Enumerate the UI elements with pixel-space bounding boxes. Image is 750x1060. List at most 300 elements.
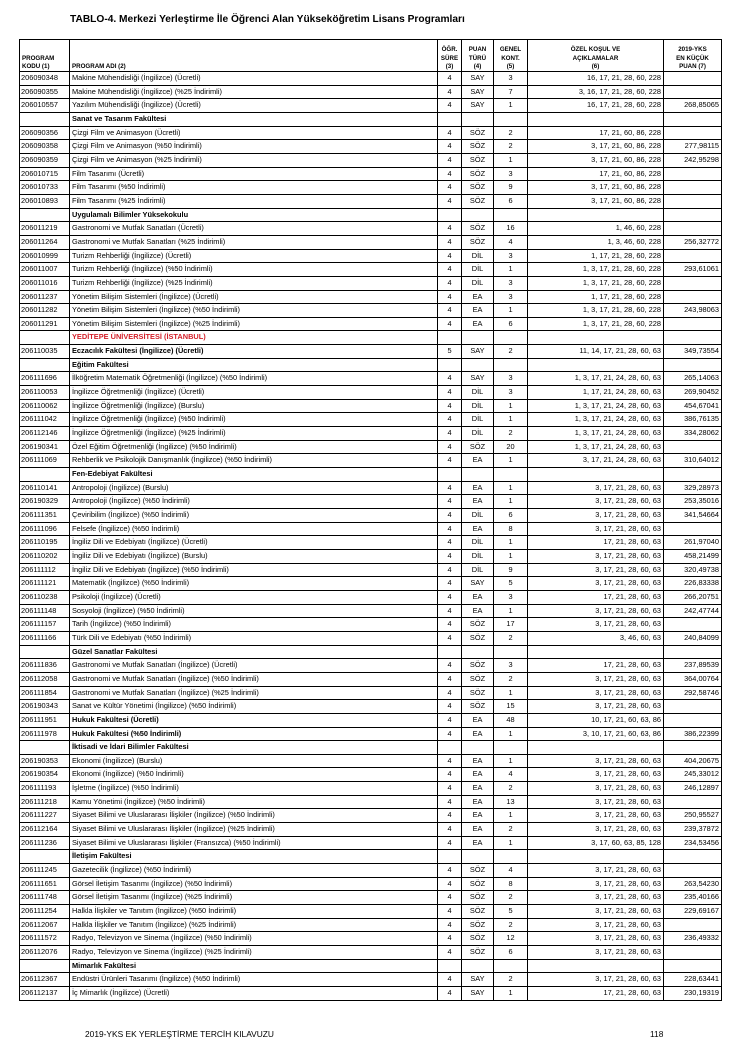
- quota-cell: 12: [494, 932, 528, 946]
- program-code-cell: 206111148: [20, 604, 70, 618]
- table-row: [20, 153, 722, 167]
- conditions-cell: 1, 3, 17, 21, 28, 60, 228: [528, 304, 664, 318]
- min-score-cell: [664, 795, 722, 809]
- quota-cell: 1: [494, 604, 528, 618]
- program-code-cell: 206010733: [20, 181, 70, 195]
- quota-cell: 6: [494, 509, 528, 523]
- quota-cell: 2: [494, 427, 528, 441]
- score-type-cell: SÖZ: [462, 126, 494, 140]
- score-type-cell: EA: [462, 795, 494, 809]
- min-score-cell: 237,89539: [664, 659, 722, 673]
- empty-cell: [664, 850, 722, 864]
- program-name-cell: Çeviribilim (İngilizce) (%50 İndirimli): [70, 509, 438, 523]
- quota-cell: 2: [494, 973, 528, 987]
- program-code-cell: 206110141: [20, 481, 70, 495]
- program-name-cell: Tarih (İngilizce) (%50 İndirimli): [70, 618, 438, 632]
- table-row: [20, 713, 722, 727]
- program-code-cell: 206110062: [20, 399, 70, 413]
- program-code-cell: 206011237: [20, 290, 70, 304]
- min-score-cell: 329,28973: [664, 481, 722, 495]
- quota-cell: 2: [494, 823, 528, 837]
- conditions-cell: 3, 17, 21, 28, 60, 63: [528, 563, 664, 577]
- min-score-cell: 292,58746: [664, 686, 722, 700]
- min-score-cell: 277,98115: [664, 140, 722, 154]
- score-type-cell: SÖZ: [462, 659, 494, 673]
- duration-cell: 4: [438, 536, 462, 550]
- empty-code-cell: [20, 468, 70, 482]
- score-type-cell: DİL: [462, 263, 494, 277]
- min-score-cell: [664, 946, 722, 960]
- program-name-cell: Türk Dili ve Edebiyatı (%50 İndirimli): [70, 631, 438, 645]
- table-row: [20, 932, 722, 946]
- conditions-cell: 3, 17, 21, 28, 60, 63: [528, 686, 664, 700]
- faculty-heading-row: [20, 741, 722, 755]
- quota-cell: 7: [494, 85, 528, 99]
- conditions-cell: 1, 3, 17, 21, 28, 60, 228: [528, 263, 664, 277]
- empty-cell: [528, 645, 664, 659]
- table-row: [20, 481, 722, 495]
- program-name-cell: İngiliz Dili ve Edebiyatı (İngilizce) (Ücretli): [70, 536, 438, 550]
- quota-cell: 6: [494, 194, 528, 208]
- duration-cell: 4: [438, 290, 462, 304]
- table-row: [20, 891, 722, 905]
- conditions-cell: 3, 17, 21, 28, 60, 63: [528, 672, 664, 686]
- program-name-cell: Kamu Yönetimi (İngilizce) (%50 İndirimli): [70, 795, 438, 809]
- faculty-name-cell: Güzel Sanatlar Fakültesi: [70, 645, 438, 659]
- conditions-cell: 3, 17, 21, 28, 60, 63: [528, 891, 664, 905]
- score-type-cell: DİL: [462, 563, 494, 577]
- table-row: [20, 126, 722, 140]
- program-code-cell: 206010893: [20, 194, 70, 208]
- program-code-cell: 206190329: [20, 495, 70, 509]
- min-score-cell: [664, 522, 722, 536]
- score-type-cell: SÖZ: [462, 891, 494, 905]
- program-name-cell: Ekonomi (İngilizce) (Burslu): [70, 754, 438, 768]
- table-row: [20, 495, 722, 509]
- duration-cell: 4: [438, 672, 462, 686]
- empty-cell: [494, 208, 528, 222]
- table-row: [20, 672, 722, 686]
- min-score-cell: 386,76135: [664, 413, 722, 427]
- program-code-cell: 206011282: [20, 304, 70, 318]
- min-score-cell: 386,22399: [664, 727, 722, 741]
- program-name-cell: Halkla İlişkiler ve Tanıtım (İngilizce) (%50 İndirimli): [70, 905, 438, 919]
- page-title: TABLO-4. Merkezi Yerleştirme İle Öğrenci Alan Yükseköğretim Lisans Programları: [70, 14, 465, 25]
- min-score-cell: 235,40166: [664, 891, 722, 905]
- program-code-cell: 206112058: [20, 672, 70, 686]
- table-row: [20, 399, 722, 413]
- empty-cell: [494, 850, 528, 864]
- min-score-cell: 253,35016: [664, 495, 722, 509]
- score-type-cell: SAY: [462, 973, 494, 987]
- program-name-cell: Radyo, Televizyon ve Sinema (İngilizce) (%25 İndirimli): [70, 946, 438, 960]
- score-type-cell: SÖZ: [462, 905, 494, 919]
- score-type-cell: SÖZ: [462, 864, 494, 878]
- program-code-cell: 206111157: [20, 618, 70, 632]
- conditions-cell: 17, 21, 28, 60, 63: [528, 659, 664, 673]
- min-score-cell: 229,69167: [664, 905, 722, 919]
- empty-cell: [462, 331, 494, 345]
- conditions-cell: 3, 17, 21, 28, 60, 63: [528, 522, 664, 536]
- duration-cell: 4: [438, 72, 462, 86]
- conditions-cell: 1, 3, 17, 21, 24, 28, 60, 63: [528, 399, 664, 413]
- program-code-cell: 206111069: [20, 454, 70, 468]
- score-type-cell: EA: [462, 604, 494, 618]
- table-row: [20, 386, 722, 400]
- min-score-cell: 230,19319: [664, 986, 722, 1000]
- min-score-cell: 364,00764: [664, 672, 722, 686]
- duration-cell: 5: [438, 345, 462, 359]
- empty-cell: [494, 358, 528, 372]
- quota-cell: 1: [494, 481, 528, 495]
- faculty-heading-row: [20, 850, 722, 864]
- program-name-cell: Sosyoloji (İngilizce) (%50 İndirimli): [70, 604, 438, 618]
- empty-cell: [528, 358, 664, 372]
- quota-cell: 1: [494, 809, 528, 823]
- program-name-cell: Makine Mühendisliği (İngilizce) (%25 İndirimli): [70, 85, 438, 99]
- min-score-cell: 243,98063: [664, 304, 722, 318]
- empty-code-cell: [20, 331, 70, 345]
- empty-cell: [462, 959, 494, 973]
- program-name-cell: Ekonomi (İngilizce) (%50 İndirimli): [70, 768, 438, 782]
- table-row: [20, 249, 722, 263]
- program-code-cell: 206111245: [20, 864, 70, 878]
- program-code-cell: 206110238: [20, 590, 70, 604]
- min-score-cell: 226,83338: [664, 577, 722, 591]
- program-code-cell: 206190343: [20, 700, 70, 714]
- score-type-cell: SÖZ: [462, 181, 494, 195]
- duration-cell: 4: [438, 659, 462, 673]
- table-row: [20, 222, 722, 236]
- table-row: [20, 727, 722, 741]
- duration-cell: 4: [438, 522, 462, 536]
- program-code-cell: 206011016: [20, 276, 70, 290]
- table-row: [20, 536, 722, 550]
- empty-cell: [462, 468, 494, 482]
- program-name-cell: İlköğretim Matematik Öğretmenliği (İngilizce) (%50 İndirimli): [70, 372, 438, 386]
- program-code-cell: 206190354: [20, 768, 70, 782]
- duration-cell: 4: [438, 768, 462, 782]
- score-type-cell: EA: [462, 823, 494, 837]
- table-row: [20, 946, 722, 960]
- program-name-cell: Siyaset Bilimi ve Uluslararası İlişkiler (Fransızca) (%50 İndirimli): [70, 836, 438, 850]
- duration-cell: 4: [438, 686, 462, 700]
- conditions-cell: 16, 17, 21, 28, 60, 228: [528, 72, 664, 86]
- min-score-cell: [664, 85, 722, 99]
- score-type-cell: EA: [462, 809, 494, 823]
- conditions-cell: 3, 17, 21, 28, 60, 63: [528, 754, 664, 768]
- quota-cell: 2: [494, 631, 528, 645]
- quota-cell: 17: [494, 618, 528, 632]
- duration-cell: 4: [438, 181, 462, 195]
- quota-cell: 1: [494, 986, 528, 1000]
- table-row: [20, 631, 722, 645]
- score-type-cell: EA: [462, 713, 494, 727]
- duration-cell: 4: [438, 986, 462, 1000]
- min-score-cell: [664, 700, 722, 714]
- score-type-cell: DİL: [462, 536, 494, 550]
- quota-cell: 3: [494, 72, 528, 86]
- quota-cell: 8: [494, 877, 528, 891]
- conditions-cell: 16, 17, 21, 28, 60, 228: [528, 99, 664, 113]
- empty-cell: [664, 112, 722, 126]
- score-type-cell: EA: [462, 727, 494, 741]
- empty-code-cell: [20, 645, 70, 659]
- quota-cell: 3: [494, 290, 528, 304]
- quota-cell: 1: [494, 99, 528, 113]
- program-code-cell: 206010999: [20, 249, 70, 263]
- program-name-cell: İngilizce Öğretmenliği (İngilizce) (Ücretli): [70, 386, 438, 400]
- program-code-cell: 206111978: [20, 727, 70, 741]
- conditions-cell: 1, 3, 17, 21, 28, 60, 228: [528, 276, 664, 290]
- duration-cell: 4: [438, 864, 462, 878]
- program-name-cell: Turizm Rehberliği (İngilizce) (Ücretli): [70, 249, 438, 263]
- score-type-cell: SÖZ: [462, 946, 494, 960]
- duration-cell: 4: [438, 413, 462, 427]
- table-row: [20, 522, 722, 536]
- program-code-cell: 206110202: [20, 549, 70, 563]
- quota-cell: 9: [494, 181, 528, 195]
- quota-cell: 3: [494, 276, 528, 290]
- score-type-cell: EA: [462, 317, 494, 331]
- program-name-cell: Film Tasarımı (Ücretli): [70, 167, 438, 181]
- score-type-cell: SÖZ: [462, 618, 494, 632]
- table-row: [20, 427, 722, 441]
- empty-cell: [528, 468, 664, 482]
- duration-cell: 4: [438, 836, 462, 850]
- score-type-cell: EA: [462, 304, 494, 318]
- score-type-cell: DİL: [462, 276, 494, 290]
- duration-cell: 4: [438, 509, 462, 523]
- min-score-cell: 263,54230: [664, 877, 722, 891]
- min-score-cell: [664, 713, 722, 727]
- empty-cell: [494, 331, 528, 345]
- quota-cell: 1: [494, 454, 528, 468]
- quota-cell: 1: [494, 304, 528, 318]
- quota-cell: 2: [494, 345, 528, 359]
- min-score-cell: 404,20675: [664, 754, 722, 768]
- empty-cell: [438, 959, 462, 973]
- min-score-cell: [664, 72, 722, 86]
- program-code-cell: 206111572: [20, 932, 70, 946]
- program-name-cell: Gazetecilik (İngilizce) (%50 İndirimli): [70, 864, 438, 878]
- conditions-cell: 10, 17, 21, 60, 63, 86: [528, 713, 664, 727]
- duration-cell: 4: [438, 153, 462, 167]
- quota-cell: 1: [494, 495, 528, 509]
- program-name-cell: Gastronomi ve Mutfak Sanatları (İngilizce) (%25 İndirimli): [70, 686, 438, 700]
- score-type-cell: EA: [462, 754, 494, 768]
- quota-cell: 20: [494, 440, 528, 454]
- empty-cell: [494, 741, 528, 755]
- program-name-cell: Özel Eğitim Öğretmenliği (İngilizce) (%50 İndirimli): [70, 440, 438, 454]
- header-min-score: 2019-YKS EN KÜÇÜK PUAN (7): [664, 40, 722, 72]
- score-type-cell: EA: [462, 522, 494, 536]
- conditions-cell: 17, 21, 28, 60, 63: [528, 590, 664, 604]
- duration-cell: 4: [438, 713, 462, 727]
- table-row: [20, 577, 722, 591]
- duration-cell: 4: [438, 167, 462, 181]
- min-score-cell: [664, 618, 722, 632]
- empty-cell: [664, 331, 722, 345]
- table-row: [20, 140, 722, 154]
- empty-cell: [528, 741, 664, 755]
- program-name-cell: Gastronomi ve Mutfak Sanatları (%25 İndirimli): [70, 235, 438, 249]
- quota-cell: 1: [494, 263, 528, 277]
- conditions-cell: 1, 46, 60, 228: [528, 222, 664, 236]
- table-row: [20, 440, 722, 454]
- conditions-cell: 17, 21, 60, 86, 228: [528, 167, 664, 181]
- program-name-cell: Yönetim Bilişim Sistemleri (İngilizce) (Ücretli): [70, 290, 438, 304]
- empty-code-cell: [20, 208, 70, 222]
- program-code-cell: 206111748: [20, 891, 70, 905]
- duration-cell: 4: [438, 932, 462, 946]
- empty-cell: [438, 850, 462, 864]
- programs-table: [19, 39, 722, 1001]
- program-name-cell: Gastronomi ve Mutfak Sanatları (İngilizce) (%50 İndirimli): [70, 672, 438, 686]
- header-quota: GENEL KONT. (5): [494, 40, 528, 72]
- quota-cell: 2: [494, 782, 528, 796]
- score-type-cell: EA: [462, 495, 494, 509]
- empty-cell: [462, 850, 494, 864]
- conditions-cell: 1, 3, 46, 60, 228: [528, 235, 664, 249]
- conditions-cell: 3, 17, 21, 28, 60, 63: [528, 700, 664, 714]
- quota-cell: 1: [494, 153, 528, 167]
- score-type-cell: SÖZ: [462, 686, 494, 700]
- duration-cell: 4: [438, 481, 462, 495]
- quota-cell: 3: [494, 249, 528, 263]
- table-row: [20, 276, 722, 290]
- empty-cell: [494, 645, 528, 659]
- table-row: [20, 563, 722, 577]
- table-row: [20, 549, 722, 563]
- min-score-cell: 250,95527: [664, 809, 722, 823]
- quota-cell: 4: [494, 235, 528, 249]
- min-score-cell: 240,84099: [664, 631, 722, 645]
- quota-cell: 1: [494, 836, 528, 850]
- faculty-heading-row: [20, 358, 722, 372]
- conditions-cell: 3, 16, 17, 21, 28, 60, 228: [528, 85, 664, 99]
- program-code-cell: 206090356: [20, 126, 70, 140]
- duration-cell: 4: [438, 372, 462, 386]
- duration-cell: 4: [438, 918, 462, 932]
- program-code-cell: 206111121: [20, 577, 70, 591]
- conditions-cell: 1, 3, 17, 21, 24, 28, 60, 63: [528, 372, 664, 386]
- program-name-cell: Gastronomi ve Mutfak Sanatları (Ücretli): [70, 222, 438, 236]
- conditions-cell: 3, 17, 21, 28, 60, 63: [528, 549, 664, 563]
- conditions-cell: 3, 17, 21, 28, 60, 63: [528, 864, 664, 878]
- conditions-cell: 3, 17, 21, 28, 60, 63: [528, 823, 664, 837]
- min-score-cell: 242,47744: [664, 604, 722, 618]
- program-name-cell: Film Tasarımı (%50 İndirimli): [70, 181, 438, 195]
- conditions-cell: 17, 21, 28, 60, 63: [528, 536, 664, 550]
- quota-cell: 3: [494, 590, 528, 604]
- empty-cell: [528, 331, 664, 345]
- min-score-cell: 242,95298: [664, 153, 722, 167]
- table-row: [20, 864, 722, 878]
- quota-cell: 6: [494, 946, 528, 960]
- table-row: [20, 700, 722, 714]
- conditions-cell: 1, 17, 21, 24, 28, 60, 63: [528, 386, 664, 400]
- duration-cell: 4: [438, 249, 462, 263]
- program-code-cell: 206111854: [20, 686, 70, 700]
- quota-cell: 2: [494, 891, 528, 905]
- score-type-cell: SÖZ: [462, 440, 494, 454]
- program-code-cell: 206112137: [20, 986, 70, 1000]
- program-name-cell: Görsel İletişim Tasarımı (İngilizce) (%25 İndirimli): [70, 891, 438, 905]
- duration-cell: 4: [438, 946, 462, 960]
- faculty-name-cell: Fen-Edebiyat Fakültesi: [70, 468, 438, 482]
- faculty-heading-row: [20, 645, 722, 659]
- duration-cell: 4: [438, 317, 462, 331]
- program-code-cell: 206011264: [20, 235, 70, 249]
- conditions-cell: 3, 10, 17, 21, 60, 63, 86: [528, 727, 664, 741]
- conditions-cell: 1, 3, 17, 21, 24, 28, 60, 63: [528, 427, 664, 441]
- program-code-cell: 206112076: [20, 946, 70, 960]
- min-score-cell: 268,85065: [664, 99, 722, 113]
- duration-cell: 4: [438, 454, 462, 468]
- duration-cell: 4: [438, 263, 462, 277]
- conditions-cell: 3, 17, 21, 60, 86, 228: [528, 153, 664, 167]
- conditions-cell: 3, 17, 21, 28, 60, 63: [528, 809, 664, 823]
- quota-cell: 2: [494, 126, 528, 140]
- empty-cell: [438, 468, 462, 482]
- score-type-cell: SÖZ: [462, 153, 494, 167]
- score-type-cell: DİL: [462, 549, 494, 563]
- table-row: [20, 836, 722, 850]
- program-name-cell: İngiliz Dili ve Edebiyatı (İngilizce) (%50 İndirimli): [70, 563, 438, 577]
- duration-cell: 4: [438, 194, 462, 208]
- header-program-code: PROGRAM KODU (1): [20, 40, 70, 72]
- score-type-cell: DİL: [462, 249, 494, 263]
- program-name-cell: İngilizce Öğretmenliği (İngilizce) (Burslu): [70, 399, 438, 413]
- score-type-cell: SAY: [462, 372, 494, 386]
- min-score-cell: [664, 249, 722, 263]
- faculty-name-cell: İktisadi ve İdari Bilimler Fakültesi: [70, 741, 438, 755]
- program-name-cell: Yönetim Bilişim Sistemleri (İngilizce) (%25 İndirimli): [70, 317, 438, 331]
- score-type-cell: SÖZ: [462, 877, 494, 891]
- duration-cell: 4: [438, 399, 462, 413]
- program-name-cell: Yönetim Bilişim Sistemleri (İngilizce) (%50 İndirimli): [70, 304, 438, 318]
- quota-cell: 1: [494, 413, 528, 427]
- min-score-cell: 349,73554: [664, 345, 722, 359]
- conditions-cell: 3, 17, 21, 28, 60, 63: [528, 946, 664, 960]
- duration-cell: 4: [438, 126, 462, 140]
- quota-cell: 3: [494, 386, 528, 400]
- program-code-cell: 206090355: [20, 85, 70, 99]
- table-row: [20, 454, 722, 468]
- header-duration: ÖĞR. SÜRE (3): [438, 40, 462, 72]
- program-code-cell: 206111112: [20, 563, 70, 577]
- score-type-cell: EA: [462, 590, 494, 604]
- program-name-cell: Turizm Rehberliği (İngilizce) (%25 İndirimli): [70, 276, 438, 290]
- table-row: [20, 290, 722, 304]
- program-name-cell: Siyaset Bilimi ve Uluslararası İlişkiler (İngilizce) (%50 İndirimli): [70, 809, 438, 823]
- program-name-cell: Hukuk Fakültesi (%50 İndirimli): [70, 727, 438, 741]
- program-code-cell: 206011007: [20, 263, 70, 277]
- quota-cell: 1: [494, 549, 528, 563]
- min-score-cell: 256,32772: [664, 235, 722, 249]
- empty-cell: [664, 959, 722, 973]
- quota-cell: 4: [494, 864, 528, 878]
- conditions-cell: 3, 17, 21, 28, 60, 63: [528, 782, 664, 796]
- program-name-cell: Çizgi Film ve Animasyon (%50 İndirimli): [70, 140, 438, 154]
- score-type-cell: SAY: [462, 345, 494, 359]
- duration-cell: 4: [438, 727, 462, 741]
- empty-cell: [462, 741, 494, 755]
- score-type-cell: SÖZ: [462, 918, 494, 932]
- empty-cell: [528, 850, 664, 864]
- table-row: [20, 317, 722, 331]
